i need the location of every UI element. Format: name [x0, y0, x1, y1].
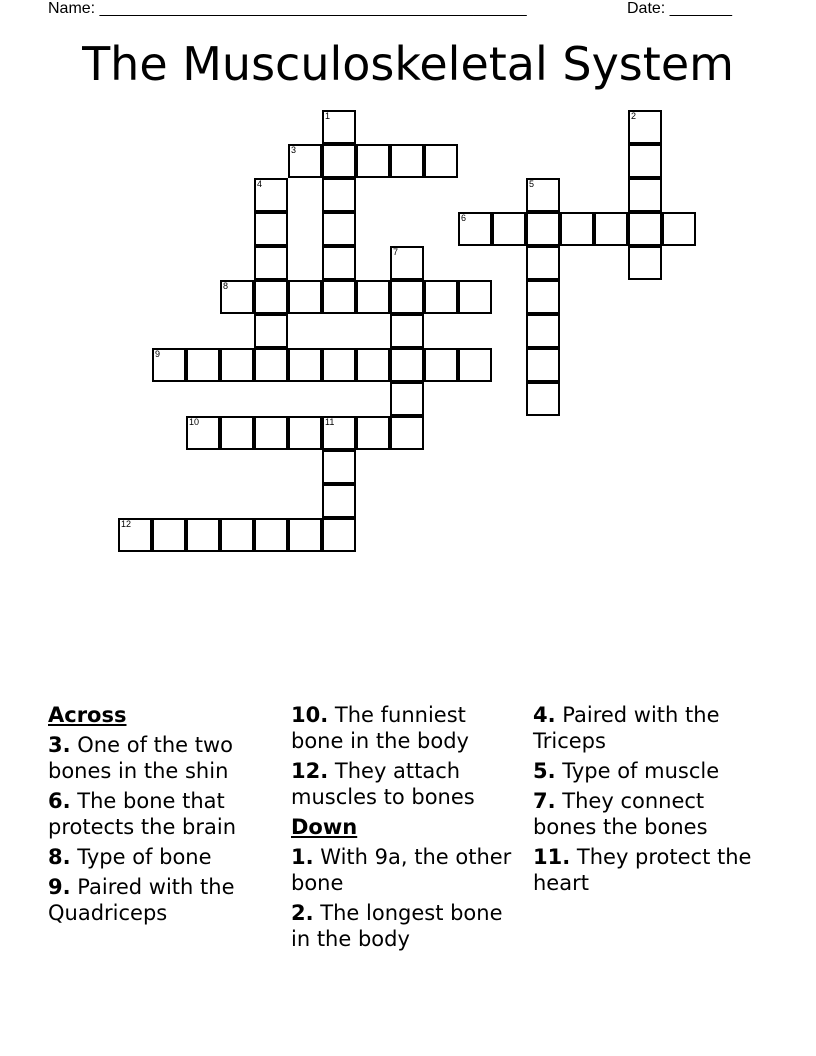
grid-cell[interactable]: [526, 348, 560, 382]
grid-cell[interactable]: [628, 212, 662, 246]
grid-cell[interactable]: [254, 314, 288, 348]
grid-cell[interactable]: [322, 212, 356, 246]
clue-down-2: 2. The longest bone in the body: [291, 901, 503, 951]
clue-column-1: [48, 702, 273, 930]
grid-cell[interactable]: [628, 144, 662, 178]
grid-cell[interactable]: [390, 280, 424, 314]
grid-cell[interactable]: [458, 280, 492, 314]
grid-cell[interactable]: [288, 518, 322, 552]
clue-number: 3: [291, 145, 297, 155]
grid-cell[interactable]: [390, 144, 424, 178]
grid-cell[interactable]: [526, 314, 560, 348]
clue-column-3: [533, 702, 758, 900]
grid-cell[interactable]: [424, 348, 458, 382]
grid-cell[interactable]: [322, 450, 356, 484]
date-blank[interactable]: _______: [669, 0, 732, 17]
name-blank[interactable]: ________________________________________________: [99, 0, 527, 17]
clue-across-9: 9. Paired with the Quadriceps: [48, 875, 235, 925]
grid-cell[interactable]: [186, 518, 220, 552]
clue-number: 5: [529, 179, 535, 189]
grid-cell[interactable]: [322, 144, 356, 178]
grid-cell[interactable]: [322, 280, 356, 314]
grid-cell[interactable]: [356, 348, 390, 382]
grid-cell[interactable]: [322, 110, 356, 144]
clue-down-5: 5. Type of muscle: [533, 759, 720, 783]
clue-column-2: [291, 702, 516, 956]
grid-cell[interactable]: [662, 212, 696, 246]
grid-cell[interactable]: [254, 212, 288, 246]
clue-number: 2: [631, 111, 637, 121]
grid-cell[interactable]: [152, 518, 186, 552]
date-label: Date:: [627, 0, 666, 17]
grid-cell[interactable]: [458, 212, 492, 246]
grid-cell[interactable]: [628, 246, 662, 280]
grid-cell[interactable]: [288, 280, 322, 314]
clue-across-8: 8. Type of bone: [48, 845, 212, 869]
clue-number: 6: [461, 213, 467, 223]
grid-cell[interactable]: [390, 246, 424, 280]
grid-cell[interactable]: [628, 110, 662, 144]
clue-number: 8: [223, 281, 229, 291]
grid-cell[interactable]: [424, 280, 458, 314]
grid-cell[interactable]: [118, 518, 152, 552]
page-title: The Musculoskeletal System: [82, 37, 734, 91]
grid-cell[interactable]: [288, 144, 322, 178]
grid-cell[interactable]: [322, 484, 356, 518]
grid-cell[interactable]: [390, 314, 424, 348]
grid-cell[interactable]: [220, 416, 254, 450]
clue-number: 10: [189, 417, 200, 427]
down-heading: Down: [291, 815, 358, 839]
grid-cell[interactable]: [254, 416, 288, 450]
clue-across-3: 3. One of the two bones in the shin: [48, 733, 234, 783]
grid-cell[interactable]: [220, 348, 254, 382]
clue-across-6: 6. The bone that protects the brain: [48, 789, 237, 839]
grid-cell[interactable]: [526, 246, 560, 280]
grid-cell[interactable]: [390, 416, 424, 450]
grid-cell[interactable]: [560, 212, 594, 246]
grid-cell[interactable]: [356, 144, 390, 178]
grid-cell[interactable]: [322, 246, 356, 280]
grid-cell[interactable]: [594, 212, 628, 246]
grid-cell[interactable]: [492, 212, 526, 246]
grid-cell[interactable]: [288, 348, 322, 382]
clue-number: 11: [325, 417, 335, 427]
clue-number: 9: [155, 349, 161, 359]
grid-cell[interactable]: [390, 382, 424, 416]
grid-cell[interactable]: [322, 178, 356, 212]
grid-cell[interactable]: [254, 280, 288, 314]
grid-cell[interactable]: [526, 382, 560, 416]
grid-cell[interactable]: [254, 348, 288, 382]
clue-down-11: 11. They protect the heart: [533, 845, 752, 895]
across-heading: Across: [48, 703, 127, 727]
grid-cell[interactable]: [322, 518, 356, 552]
grid-cell[interactable]: [390, 348, 424, 382]
clue-number: 7: [393, 247, 399, 257]
clue-number: 12: [121, 519, 132, 529]
grid-cell[interactable]: [628, 178, 662, 212]
clue-down-7: 7. They connect bones the bones: [533, 789, 708, 839]
grid-cell[interactable]: [186, 416, 220, 450]
grid-cell[interactable]: [254, 246, 288, 280]
grid-cell[interactable]: [152, 348, 186, 382]
grid-cell[interactable]: [526, 178, 560, 212]
clue-number: 1: [325, 111, 331, 121]
grid-cell[interactable]: [186, 348, 220, 382]
grid-cell[interactable]: [526, 280, 560, 314]
grid-cell[interactable]: [220, 518, 254, 552]
grid-cell[interactable]: [254, 518, 288, 552]
clue-number: 4: [257, 179, 263, 189]
clue-across-10: 10. The funniest bone in the body: [291, 703, 469, 753]
grid-cell[interactable]: [322, 348, 356, 382]
grid-cell[interactable]: [288, 416, 322, 450]
grid-cell[interactable]: [526, 212, 560, 246]
clue-down-1: 1. With 9a, the other bone: [291, 845, 512, 895]
grid-cell[interactable]: [424, 144, 458, 178]
grid-cell[interactable]: [356, 280, 390, 314]
grid-cell[interactable]: [220, 280, 254, 314]
grid-cell[interactable]: [458, 348, 492, 382]
name-label: Name:: [48, 0, 96, 17]
grid-cell[interactable]: [356, 416, 390, 450]
grid-cell[interactable]: [322, 416, 356, 450]
clue-across-12: 12. They attach muscles to bones: [291, 759, 475, 809]
grid-cell[interactable]: [254, 178, 288, 212]
clue-down-4: 4. Paired with the Triceps: [533, 703, 720, 753]
